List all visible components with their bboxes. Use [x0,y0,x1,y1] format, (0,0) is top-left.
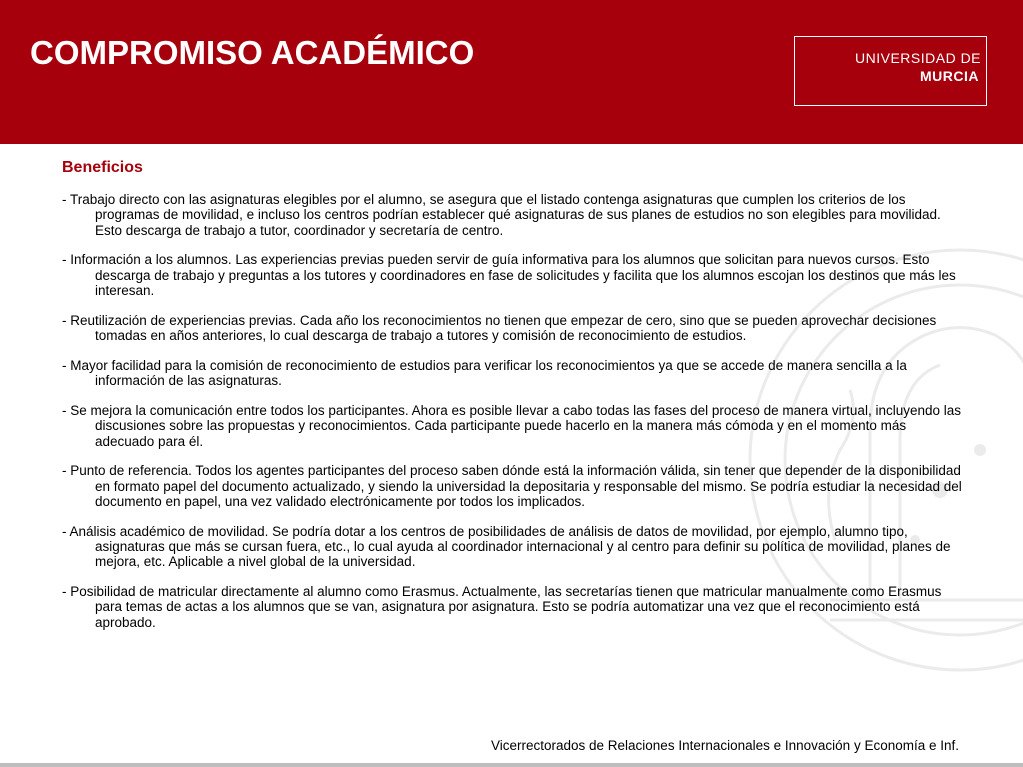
benefit-item: - Trabajo directo con las asignaturas elegibles por el alumno, se asegura que el listado contenga asignaturas que cumplen los criterios de los programas de movilidad, e incluso los centros podrían establecer qué asignaturas de sus planes de estudios no son elegibles para movilidad. Esto descarga de trabajo a tutor, coordinador y secretaría de centro. [62,192,941,238]
benefit-item: - Mayor facilidad para la comisión de reconocimiento de estudios para verificar los reconocimientos ya que se accede de manera sencilla a la información de las asignaturas. [62,357,907,389]
logo-line-1: UNIVERSIDAD DE [855,50,982,66]
footer-divider [0,763,1023,767]
section-title: Beneficios [62,159,143,176]
benefit-item: - Se mejora la comunicación entre todos los participantes. Ahora es posible llevar a cabo todas las fases del proceso de manera virtual, incluyendo las discusiones sobre las propuestas y reconocimientos. Cada participante puede hacerlo en la manera más cómoda y en el momento más adecuado para él. [62,402,961,449]
header-bar [0,0,1023,144]
benefit-item: - Información a los alumnos. Las experiencias previas pueden servir de guía informativa para los alumnos que solicitan para nuevos cursos. Esto descarga de trabajo y preguntas a los tutores y coordinadores en fase de solicitudes y facilita que los alumnos escojan los destinos que más les interesan. [62,252,956,298]
benefit-item: - Posibilidad de matricular directamente al alumno como Erasmus. Actualmente, las secretarías tienen que matricular manualmente como Erasmus para temas de actas a los alumnos que se van, asignatura por asignatura. Esto se podría automatizar una vez que el reconocimiento está aprobado. [62,584,942,630]
university-logo [794,36,987,106]
benefit-item: - Reutilización de experiencias previas. Cada año los reconocimientos no tienen que empezar de cero, sino que se pueden aprovechar decisiones tomadas en años anteriores, lo cual descarga de trabajo a tutores y comisión de reconocimiento de estudios. [62,312,937,344]
benefits-section [62,159,967,645]
footer-text: Vicerrectorados de Relaciones Internacionales e Innovación y Economía e Inf. [490,738,959,753]
slide-title: COMPROMISO ACADÉMICO [30,34,475,71]
benefits-list [62,192,967,630]
benefit-item: - Punto de referencia. Todos los agentes participantes del proceso saben dónde está la información válida, sin tener que depender de la disponibilidad en formato papel del documento actualizado, y siendo la universidad la depositaria y responsable del mismo. Se podría estudiar la necesidad del documento en papel, una vez validado electrónicamente por todos los implicados. [62,463,962,509]
logo-line-2: MURCIA [920,68,979,84]
benefit-item: - Análisis académico de movilidad. Se podría dotar a los centros de posibilidades de análisis de datos de movilidad, por ejemplo, alumno tipo, asignaturas que más se cursan fuera, etc., lo cual ayuda al coordinador internacional y al centro para definir su política de movilidad, planes de mejora, etc. Aplicable a nivel global de la universidad. [62,523,951,570]
